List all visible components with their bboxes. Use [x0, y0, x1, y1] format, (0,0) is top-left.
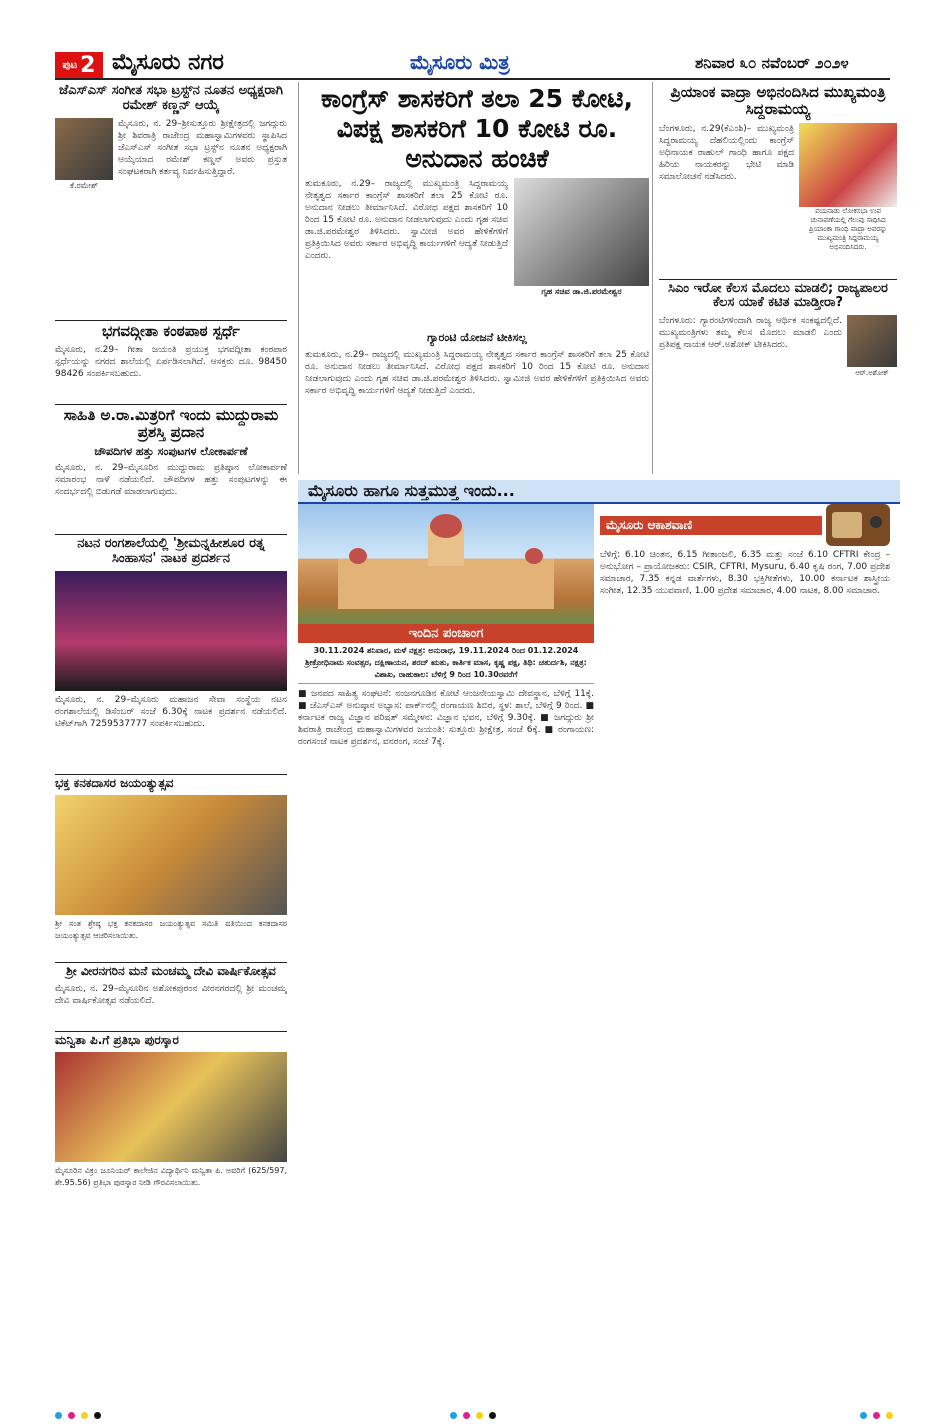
- palace-body: [338, 559, 554, 609]
- page-number-badge: [55, 52, 103, 78]
- radio-title: ಮೈಸೂರು ಆಕಾಶವಾಣಿ: [600, 516, 822, 535]
- story6-headline: ಶ್ರೀ ವೀರನಗರಿನ ಮನೆ ಮಂಚಮ್ಮ ದೇವಿ ವಾರ್ಷಿಕೋತ್ಸವ: [66, 963, 276, 978]
- right-column: [652, 82, 897, 474]
- left-column: [55, 82, 287, 1392]
- events-banner: ಮೈಸೂರು ಹಾಗೂ ಸುತ್ತಮುತ್ತ ಇಂದು...: [298, 480, 900, 504]
- color-registration-center: [450, 1412, 496, 1420]
- color-registration-left: [55, 1412, 101, 1420]
- radio-icon: [826, 504, 890, 546]
- lead-photo-caption: ಗೃಹ ಸಚಿವ ಡಾ.ಜಿ.ಪರಮೇಶ್ವರ: [541, 287, 622, 296]
- palace-dome-right: [525, 548, 543, 564]
- newspaper-logo: ಮೈಸೂರು ಮಿತ್ರ: [410, 50, 510, 74]
- radio-schedule: ಬೆಳಿಗ್ಗೆ: 6.10 ಚಿಂತನ, 6.15 ಗೀತಾಂಜಲಿ, 6.35 ಮತ್ತು ಸಂಜೆ 6.10 CFTRI ಕೇಂದ್ರ – ಅನುಭೋಗ – ಪ್ರಾಯೋಜಕರು: CSIR, CFTRI, Mysuru, 6.40 ಕೃಷಿ ರಂಗ, 7.00 ಪ್ರದೇಶ ಸಮಾಚಾರ, 7.35 ಕನ್ನಡ ವಾರ್ತೆಗಳು, 8.30 ಭಕ್ತಿಗೀತೆಗಳು, 10.00 ಕರ್ನಾಟಕ ಶಾಸ್ತ್ರೀಯ ಸಂಗೀತ, 12.35 ಯುವವಾಣಿ, 1.00 ಪ್ರದೇಶ ಸಮಾಚಾರ, 4.00 ನಾಟಕ, 8.00 ಸಮಾಚಾರ.: [600, 550, 890, 596]
- palace-dome-left: [349, 548, 367, 564]
- color-registration-right: [860, 1412, 893, 1420]
- ashok-caption: ಆರ್.ಅಶೋಕ್: [855, 369, 889, 378]
- right-photo-caption: ವಯನಾಡು ಲೋಕಸಭಾ ಉಪ ಚುನಾವಣೆಯಲ್ಲಿ ಗೆಲುವು ಸಾಧಿಸಿದ ಪ್ರಿಯಾಂಕಾ ಗಾಂಧಿ ವಾದ್ರಾ ಅವರನ್ನು ಮುಖ್ಯಮಂತ್ರಿ ಸಿದ್ದರಾಮಯ್ಯ ಅಭಿನಂದಿಸಿದರು.: [808, 206, 888, 251]
- right-story2-headline: ಸಿಎಂ ಇರೋ ಕೆಲಸ ಮೊದಲು ಮಾಡಲಿ; ರಾಜ್ಯಪಾಲರ ಕೆಲಸ ಯಾಕೆ ಕಟಿತ ಮಾಡ್ತೀರಾ?: [668, 280, 888, 311]
- story5-caption: ಶ್ರೀ ಸಂತ ಶ್ರೇಷ್ಠ ಭಕ್ತ ಕನಕದಾಸರ ಜಯಂತ್ಯುತ್ಸವ ಸಮಿತಿ ವತಿಯಿಂದ ಕನಕದಾಸರ ಜಯಂತ್ಯುತ್ಸವ ಆಚರಿಸಲಾಯಿತು.: [55, 918, 287, 940]
- lead-body-left: ತುಮಕೂರು, ನ.29– ರಾಜ್ಯದಲ್ಲಿ ಮುಖ್ಯಮಂತ್ರಿ ಸಿದ್ದರಾಮಯ್ಯ ನೇತೃತ್ವದ ಸರ್ಕಾರ ಕಾಂಗ್ರೆಸ್ ಶಾಸಕರಿಗೆ ತಲಾ 25 ಕೋಟಿ ರೂ. ಅನುದಾನ ನೀಡಲು ತೀರ್ಮಾನಿಸಿದೆ. ವಿರೋಧ ಪಕ್ಷದ ಶಾಸಕರಿಗೆ 10 ರಿಂದ 15 ಕೋಟಿ ರೂ. ಅನುದಾನ ನೀಡಲಾಗುವುದು ಎಂದು ಗೃಹ ಸಚಿವ ಡಾ.ಜಿ.ಪರಮೇಶ್ವರ ತಿಳಿಸಿದರು. ಸ್ವಾಮೀಜಿ ಅವರ ಹೇಳಿಕೆಗಳಿಗೆ ಪ್ರತಿಕ್ರಿಯಿಸಿದ ಅವರು ಸರ್ಕಾರ ಅಭಿವೃದ್ಧಿ ಕಾರ್ಯಗಳಿಗೆ ಆದ್ಯತೆ ನೀಡುತ್ತಿದೆ ಎಂದರು.: [305, 179, 508, 261]
- section-title: ಮೈಸೂರು ನಗರ: [112, 50, 224, 75]
- story2-body: ಮೈಸೂರು, ನ.29– ಗೀತಾ ಜಯಂತಿ ಪ್ರಯುಕ್ತ ಭಗವದ್ಗೀತಾ ಕಂಠಪಾಠ ಸ್ಪರ್ಧೆಯನ್ನು ನಗರದ ಶಾಲೆಯಲ್ಲಿ ಏರ್ಪಡಿಸಲಾಗಿದೆ. ಆಸಕ್ತರು ದೂ. 98450 98426 ಸಂಪರ್ಕಿಸಬಹುದು.: [55, 345, 287, 380]
- story6-body: ಮೈಸೂರು, ನ. 29–ಮೈಸೂರಿನ ಅಶೋಕಪುರಂನ ವೀರನಗರದಲ್ಲಿ ಶ್ರೀ ಮಂಚಮ್ಮ ದೇವಿ ವಾರ್ಷಿಕೋತ್ಸವ ನಡೆಯಲಿದೆ.: [55, 983, 287, 1006]
- story4-body: ಮೈಸೂರು, ನ. 29–ಮೈಸೂರು ಮಹಾಜನ ಸೇವಾ ಸಂಸ್ಥೆಯ ನಟನ ರಂಗಶಾಲೆಯಲ್ಲಿ ಡಿಸೆಂಬರ್ ಸಂಜೆ 6.30ಕ್ಕೆ ನಾಟಕ ಪ್ರದರ್ಶನ ನಡೆಯಲಿದೆ. ಟಿಕೆಟ್‌ಗಾಗಿ 7259537777 ಸಂಪರ್ಕಿಸಬಹುದು.: [55, 695, 287, 730]
- story2-headline: ಭಗವದ್ಗೀತಾ ಕಂಠಪಾಠ ಸ್ಪರ್ಧೆ: [102, 321, 240, 340]
- story7-headline: ಮನ್ವಿತಾ ಪಿ.ಗೆ ಪ್ರತಿಭಾ ಪುರಸ್ಕಾರ: [55, 1032, 179, 1047]
- lead-story: [298, 82, 649, 474]
- story7-caption: ಮೈಸೂರಿನ ವಿಕ್ರಂ ಜೂನಿಯರ್ ಕಾಲೇಜಿನ ವಿದ್ಯಾರ್ಥಿನಿ ಮನ್ವಿತಾ ಪಿ. ಅವರಿಗೆ (625/597, ಶೇ.95.56) ಪ್ರತಿಭಾ ಪುರಸ್ಕಾರ ನೀಡಿ ಗೌರವಿಸಲಾಯಿತು.: [55, 1165, 287, 1187]
- right-story1-headline: ಪ್ರಿಯಾಂಕ ವಾದ್ರಾ ಅಭಿನಂದಿಸಿದ ಮುಖ್ಯಮಂತ್ರಿ ಸಿದ್ದರಾಮಯ್ಯ: [670, 83, 886, 119]
- events-list: ■ ಜನಪದ ಸಾಹಿತ್ಯ ಸಂಘಟನೆ: ನಂಜನಗೂಡಿನ ಕೋಟೆ ಆಂಜನೇಯಸ್ವಾಮಿ ದೇವಸ್ಥಾನ, ಬೆಳಿಗ್ಗೆ 11ಕ್ಕೆ. ■ ಜೆಎಸ್‌ಎಸ್ ಅನುಷ್ಠಾನ ಅಭ್ಯಾಸ: ಪಾರ್ಕ್‌ನಲ್ಲಿ ರಂಗಾಯಣ ಶಿಬಿರ, ಸ್ಥಳ: ಶಾಲೆ, ಬೆಳಿಗ್ಗೆ 9 ರಿಂದ. ■ ಕರ್ನಾಟಕ ರಾಜ್ಯ ವಿಜ್ಞಾನ ಪರಿಷತ್ ಸಮ್ಮೇಳನ: ವಿಜ್ಞಾನ ಭವನ, ಬೆಳಿಗ್ಗೆ 9.30ಕ್ಕೆ. ■ ಜಗದ್ಗುರು ಶ್ರೀ ಶಿವರಾತ್ರಿ ರಾಜೇಂದ್ರ ಮಹಾಸ್ವಾಮಿಗಳವರ ಜಯಂತಿ: ಸುತ್ತೂರು ಶ್ರೀಕ್ಷೇತ್ರ, ಸಂಜೆ 6ಕ್ಕೆ. ■ ರಂಗಾಯಣ: ರಂಗಸಂಜೆ ನಾಟಕ ಪ್ರದರ್ಶನ, ವನರಂಗ, ಸಂಜೆ 7ಕ್ಕೆ.: [298, 689, 594, 747]
- lead-body-more: ತುಮಕೂರು, ನ.29– ರಾಜ್ಯದಲ್ಲಿ ಮುಖ್ಯಮಂತ್ರಿ ಸಿದ್ದರಾಮಯ್ಯ ನೇತೃತ್ವದ ಸರ್ಕಾರ ಕಾಂಗ್ರೆಸ್ ಶಾಸಕರಿಗೆ ತಲಾ 25 ಕೋಟಿ ರೂ. ಅನುದಾನ ನೀಡಲು ತೀರ್ಮಾನಿಸಿದೆ. ವಿರೋಧ ಪಕ್ಷದ ಶಾಸಕರಿಗೆ 10 ರಿಂದ 15 ಕೋಟಿ ರೂ. ಅನುದಾನ ನೀಡಲಾಗುವುದು ಎಂದು ಗೃಹ ಸಚಿವ ಡಾ.ಜಿ.ಪರಮೇಶ್ವರ ತಿಳಿಸಿದರು. ಸ್ವಾಮೀಜಿ ಅವರ ಹೇಳಿಕೆಗಳಿಗೆ ಪ್ರತಿಕ್ರಿಯಿಸಿದ ಅವರು ಸರ್ಕಾರ ಅಭಿವೃದ್ಧಿ ಕಾರ್ಯಗಳಿಗೆ ಆದ್ಯತೆ ನೀಡುತ್ತಿದೆ ಎಂದರು.: [305, 349, 649, 396]
- page-number: 2: [80, 52, 96, 78]
- palace-photo: [298, 504, 594, 624]
- right-story2-body: ಬೆಂಗಳೂರು: ಗ್ಯಾರಂಟಿಗಳಿಂದಾಗಿ ರಾಜ್ಯ ಆರ್ಥಿಕ ಸಂಕಷ್ಟದಲ್ಲಿದೆ. ಮುಖ್ಯಮಂತ್ರಿಗಳು ತಮ್ಮ ಕೆಲಸ ಮೊದಲು ಮಾಡಲಿ ಎಂದು ಪ್ರತಿಪಕ್ಷ ನಾಯಕ ಆರ್.ಅಶೋಕ್ ಟೀಕಿಸಿದರು.: [659, 316, 842, 351]
- cm-photo: [799, 123, 897, 207]
- event-photo: [55, 795, 287, 915]
- panchanga-title: ಇಂದಿನ ಪಂಚಾಂಗ: [298, 624, 594, 643]
- page-label: ಪುಟ: [62, 59, 78, 71]
- issue-date: ಶನಿವಾರ ೩೦ ನವೆಂಬರ್ ೨೦೨೪: [695, 54, 849, 72]
- lead-subhead: ಗ್ಯಾರಂಟಿ ಯೋಜನೆ ಟೀಕಿಸಲ್ಲ: [427, 331, 527, 344]
- story4-headline: ನಟನ ರಂಗಶಾಲೆಯಲ್ಲಿ 'ಶ್ರೀಮನ್ನಹೀಶೂರ ರತ್ನ ಸಿಂಹಾಸನ' ನಾಟಕ ಪ್ರದರ್ಶನ: [77, 536, 265, 567]
- palace-dome: [430, 514, 462, 538]
- story5-headline: ಭಕ್ತ ಕನಕದಾಸರ ಜಯಂತ್ಯುತ್ಸವ: [55, 776, 174, 791]
- award-photo: [55, 1052, 287, 1162]
- story3-subheadline: ಚೌಪದಿಗಳ ಹತ್ತು ಸಂಪುಟಗಳ ಲೋಕಾರ್ಪಣೆ: [94, 444, 248, 458]
- photo-caption: ಕೆ.ರಮೇಶ್: [70, 180, 98, 190]
- palace-illustration: [298, 504, 594, 624]
- story1-headline: ಜೆಎಸ್‌ಎಸ್ ಸಂಗೀತ ಸಭಾ ಟ್ರಸ್ಟ್‌ನ ನೂತನ ಅಧ್ಯಕ್ಷರಾಗಿ ರಮೇಶ್ ಕಣ್ಣನ್ ಆಯ್ಕೆ: [59, 83, 283, 113]
- ashok-photo: [847, 315, 897, 367]
- events-right: [600, 504, 890, 1394]
- events-left: [298, 504, 594, 1394]
- drama-photo: [55, 571, 287, 691]
- right-story1-body: ಬೆಂಗಳೂರು, ನ.29(ಕೆಎಂಶಿ)– ಮುಖ್ಯಮಂತ್ರಿ ಸಿದ್ದರಾಮಯ್ಯ ದೆಹಲಿಯಲ್ಲಿಂದು ಕಾಂಗ್ರೆಸ್ ಅಧಿನಾಯಕ ರಾಹುಲ್ ಗಾಂಧಿ ಹಾಗೂ ಪಕ್ಷದ ಹಿರಿಯ ನಾಯಕರನ್ನು ಭೇಟಿ ಮಾಡಿ ಸಮಾಲೋಚನೆ ನಡೆಸಿದರು.: [659, 123, 794, 182]
- panchanga-body: 30.11.2024 ಶನಿವಾರ, ಮಳೆ ನಕ್ಷತ್ರ: ಅನುರಾಧ, 19.11.2024 ರಿಂದ 01.12.2024 ಶ್ರೀಕ್ರೋಧಿನಾಮ ಸಂವತ್ಸರ, ದಕ್ಷಿಣಾಯನ, ಶರದ್ ಋತು, ಕಾರ್ತಿಕ ಮಾಸ, ಕೃಷ್ಣ ಪಕ್ಷ, ತಿಥಿ: ಚತುರ್ದಶಿ, ನಕ್ಷತ್ರ: ವಿಶಾಖ, ರಾಹುಕಾಲ: ಬೆಳಿಗ್ಗೆ 9 ರಿಂದ 10.30ರವರೆಗೆ: [298, 643, 594, 684]
- lead-headline: ಕಾಂಗ್ರೆಸ್ ಶಾಸಕರಿಗೆ ತಲಾ 25 ಕೋಟಿ, ವಿಪಕ್ಷ ಶಾಸಕರಿಗೆ 10 ಕೋಟಿ ರೂ. ಅನುದಾನ ಹಂಚಿಕೆ: [321, 84, 633, 173]
- person-photo: [55, 118, 113, 180]
- story3-headline: ಸಾಹಿತಿ ಅ.ರಾ.ಮಿತ್ರರಿಗೆ ಇಂದು ಮುದ್ದುರಾಮ ಪ್ರಶಸ್ತಿ ಪ್ರದಾನ: [63, 406, 279, 442]
- story1-body: ಮೈಸೂರು, ನ. 29–ಶ್ರೀಸುತ್ತೂರು ಶ್ರೀಕ್ಷೇತ್ರದಲ್ಲಿ ಜಗದ್ಗುರು ಶ್ರೀ ಶಿವರಾತ್ರಿ ರಾಜೇಂದ್ರ ಮಹಾಸ್ವಾಮಿಗಳವರು ಸ್ಥಾಪಿಸಿದ ಜೆಎಸ್‌ಎಸ್ ಸಂಗೀತ ಸಭಾ ಟ್ರಸ್ಟ್‌ನ ನೂತನ ಅಧ್ಯಕ್ಷರಾಗಿ ಆಯ್ಕೆಯಾದ ರಮೇಶ್ ಕಣ್ಣನ್ ಅವರು ಪ್ರಸ್ತುತ ಸಂಘಟಕರಾಗಿ ಕರ್ತವ್ಯ ನಿರ್ವಹಿಸುತ್ತಿದ್ದಾರೆ.: [118, 118, 287, 177]
- story3-body: ಮೈಸೂರು, ನ. 29–ಮೈಸೂರಿನ ಮುದ್ದುರಾಮ ಪ್ರತಿಷ್ಠಾನ ಲೋಕಾರ್ಪಣೆ ಸಮಾರಂಭ ನಾಳೆ ನಡೆಯಲಿದೆ. ಚೌಪದಿಗಳ ಹತ್ತು ಸಂಪುಟಗಳನ್ನು ಈ ಸಂದರ್ಭದಲ್ಲಿ ಬಿಡುಗಡೆ ಮಾಡಲಾಗುವುದು.: [55, 463, 287, 498]
- minister-photo: [514, 178, 649, 286]
